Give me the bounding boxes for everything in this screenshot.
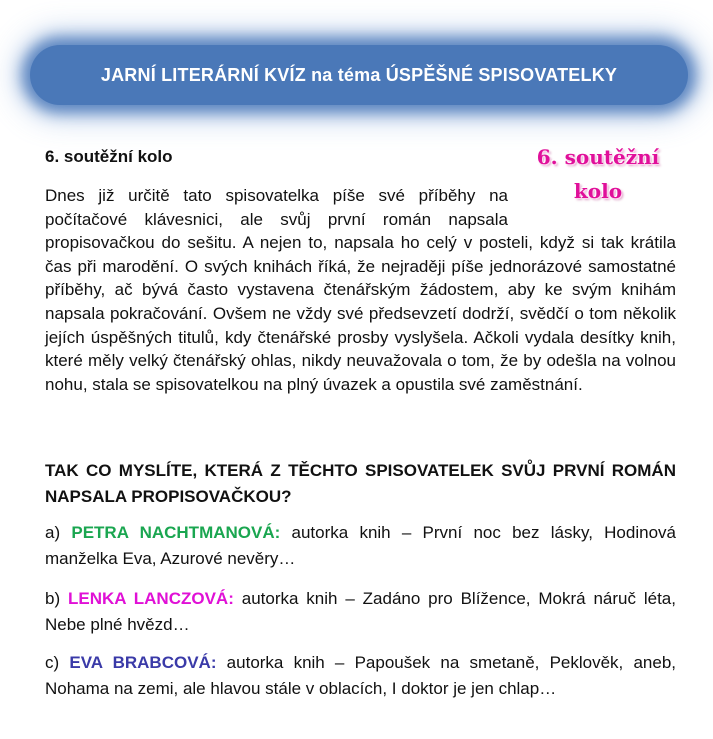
option-a[interactable] — [45, 520, 676, 572]
option-a-text: autorka knih – První noc bez lásky, Hodinová manželka Eva, Azurové nevěry… — [45, 523, 676, 568]
option-b-name: LENKA LANCZOVÁ: — [67, 589, 234, 608]
option-b-letter: b) — [45, 589, 61, 608]
quiz-title-banner — [30, 45, 688, 105]
option-c-letter: c) — [45, 653, 60, 672]
quiz-title: JARNÍ LITERÁRNÍ KVÍZ na téma ÚSPĚŠNÉ SPISOVATELKY — [100, 64, 618, 85]
option-b-text: autorka knih – Zadáno pro Blížence, Mokrá náruč léta, Nebe plné hvězd… — [45, 589, 676, 634]
option-a-letter: a) — [45, 523, 61, 542]
intro-paragraph — [45, 184, 676, 396]
round-wordart-line2: kolo — [573, 179, 623, 203]
option-b[interactable] — [45, 586, 676, 638]
option-c-text: autorka knih – Papoušek na smetaně, Peklověk, aneb, Nohama na zemi, ale hlavou stále v oblacích, I doktor je jen chlap… — [45, 653, 676, 698]
wordart-wrap-space — [508, 184, 676, 230]
intro-text: Dnes již určitě tato spisovatelka píše své příběhy na počítačové klávesnici, ale svůj první román napsala propisovačkou do sešitu. A nejen to, napsala ho celý v posteli, když si tak krátila čas při marodění. O svých knihách říká, že nejraději píše jednorázové samostatné příběhy, ač bývá často vystavena čtenářským žádostem, aby ke svým knihám napsala pokračování. Ovšem ne vždy své předsevzetí dodrží, svědčí o tom několik jejích úspěšných titulů, kdy čtenářské prosby vyslyšela. Ačkoli vydala desítky knih, které měly velký čtenářský ohlas, nikdy neuvažovala o tom, že by odešla na volnou nohu, stala se spisovatelkou na plný úvazek a opustila své zaměstnání. — [45, 186, 676, 394]
option-a-name: PETRA NACHTMANOVÁ: — [71, 523, 281, 542]
option-c[interactable] — [45, 650, 676, 702]
round-wordart-line1: 6. soutěžní — [536, 145, 660, 169]
question-text: TAK CO MYSLÍTE, KTERÁ Z TĚCHTO SPISOVATELEK SVŮJ PRVNÍ ROMÁN NAPSALA PROPISOVAČKOU? — [45, 461, 676, 506]
round-heading: 6. soutěžní kolo — [45, 147, 173, 166]
option-c-name: EVA BRABCOVÁ: — [69, 653, 217, 672]
